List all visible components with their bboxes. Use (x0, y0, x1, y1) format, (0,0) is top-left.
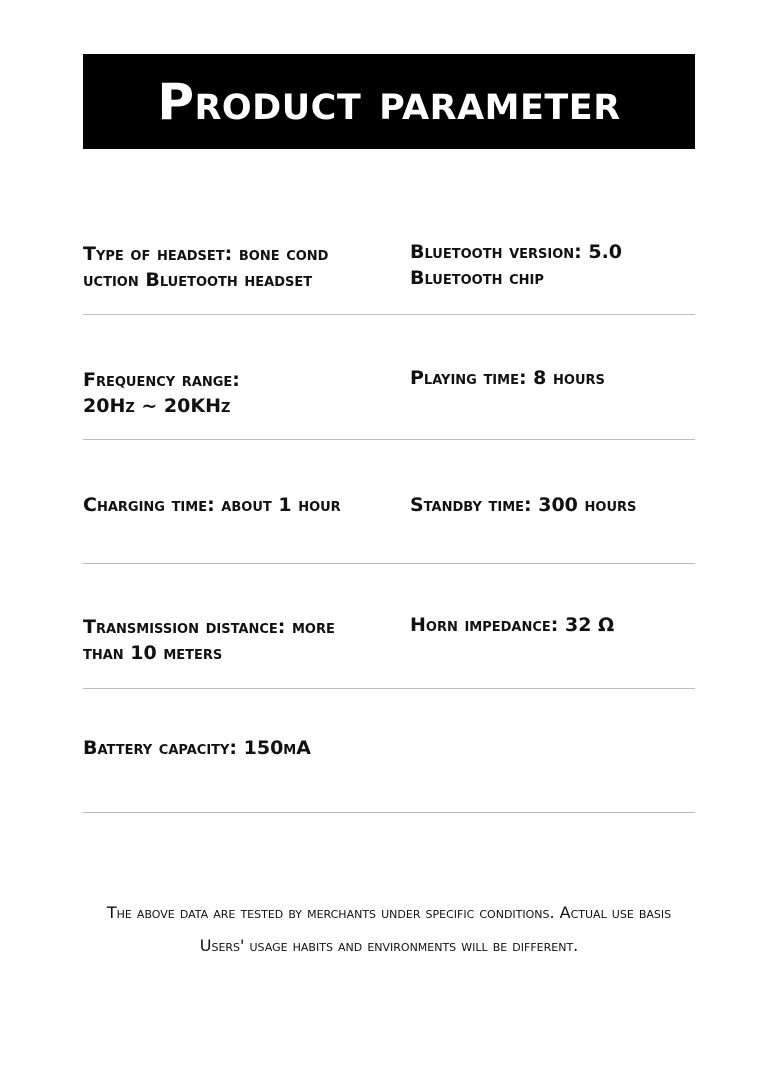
battery-capacity-spec: Battery capacity: 150mA (83, 737, 311, 759)
headset-type-spec: Type of headset: bone cond uction Bluetooth headset (83, 243, 329, 291)
parameter-row (83, 315, 695, 440)
disclaimer-line-1: The above data are tested by merchants under specific conditions. Actual use basis (106, 903, 672, 922)
charging-time-spec: Charging time: about 1 hour (83, 494, 341, 516)
title-banner (83, 54, 695, 149)
bluetooth-version-spec: Bluetooth version: 5.0 Bluetooth chip (410, 241, 623, 289)
page-title: Product parameter (157, 72, 621, 131)
parameter-row (83, 564, 695, 689)
transmission-distance-spec: Transmission distance: more than 10 meters (83, 616, 335, 664)
disclaimer-line-2: Users' usage habits and environments will be different. (199, 936, 579, 955)
parameter-row (83, 689, 695, 813)
standby-time-spec: Standby time: 300 hours (410, 494, 637, 516)
parameter-row (83, 190, 695, 315)
parameter-list (83, 190, 695, 813)
frequency-range-spec: Frequency range: 20Hz ~ 20KHz (83, 369, 240, 417)
parameter-row (83, 440, 695, 564)
playing-time-spec: Playing time: 8 hours (410, 367, 605, 389)
horn-impedance-spec: Horn impedance: 32 Ω (410, 614, 615, 636)
